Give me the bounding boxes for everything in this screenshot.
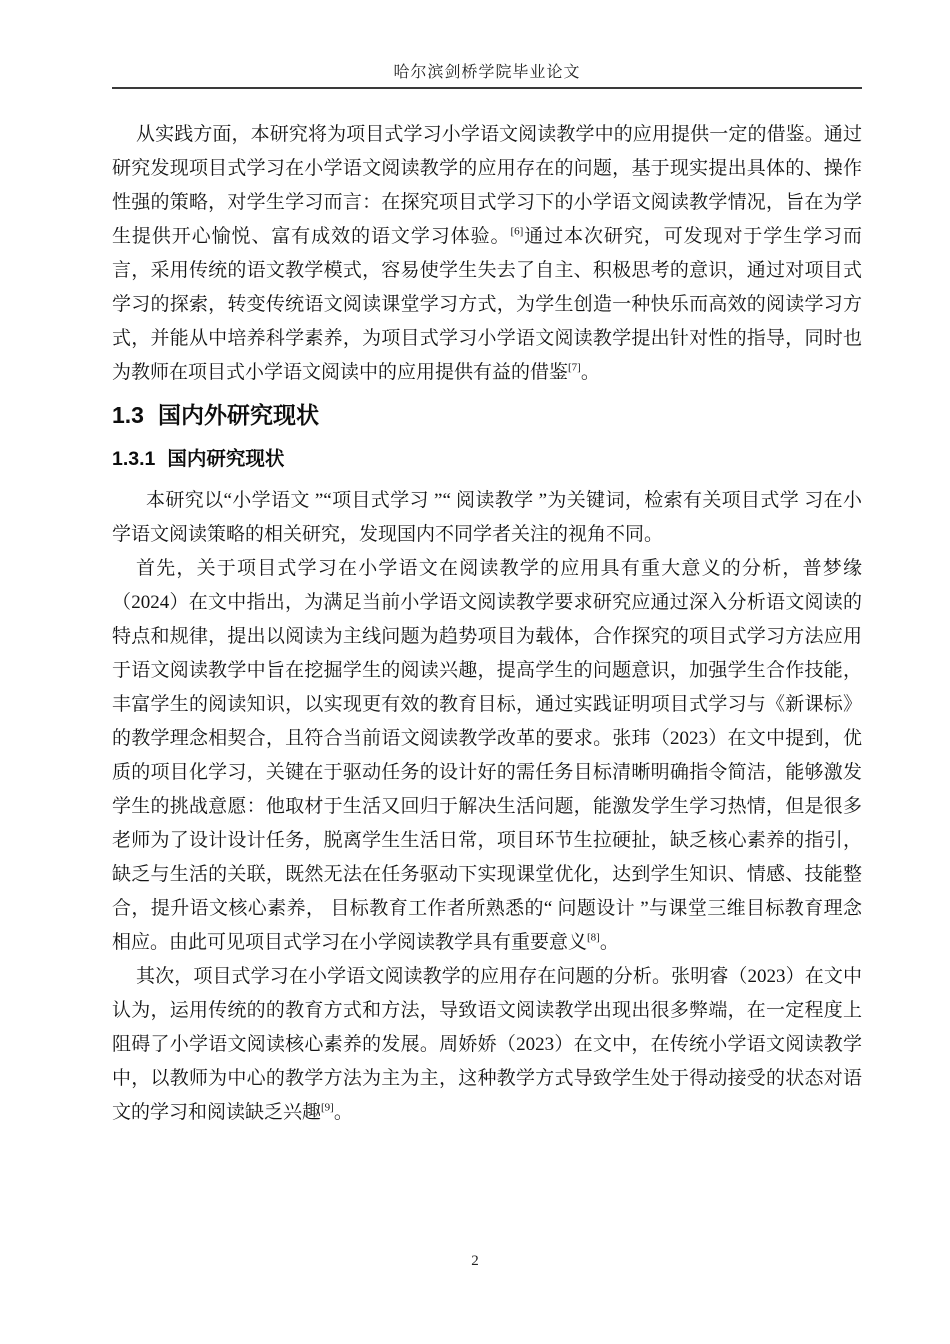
paragraph-domestic-research-second — [112, 960, 862, 1130]
paragraph-text: 。 — [599, 932, 619, 953]
section-heading-1-3-1 — [112, 446, 862, 472]
section-title: 国内研究现状 — [167, 448, 285, 470]
paragraph-text: 本研究以“小学语文 ”“项目式学习 ”“ 阅读教学 ”为关键词，检索有关项目式学 习在小学语文阅读策略的相关研究，发现国内不同学者关注的视角不同。 — [112, 490, 862, 545]
paragraph-text: 通过本次研究，可发现对于学生学习而言，采用传统的语文教学模式，容易使学生失去了自主、积极思考的意识，通过对项目式学习的探索，转变传统语文阅读课堂学习方式，为学生创造一种快乐而高效的阅读学习方式，并能从中培养科学素养，为项目式学习小学语文阅读教学提出针对性的指导，同时也为教师在项目式小学语文阅读中的应用提供有益的借鉴 — [112, 226, 862, 383]
header-title: 哈尔滨剑桥学院毕业论文 — [393, 64, 581, 81]
paragraph-text: 其次，项目式学习在小学语文阅读教学的应用存在问题的分析。张明睿（2023）在文中认为，运用传统的的教育方式和方法，导致语文阅读教学出现出很多弊端，在一定程度上阻碍了小学语文阅读核心素养的发展。周娇娇（2023）在文中，在传统小学语文阅读教学中，以教师为中心的教学方法为主为主，这种教学方式导致学生处于得动接受的状态对语文的学习和阅读缺乏兴趣 — [112, 966, 862, 1123]
citation-6: [6] — [510, 225, 524, 238]
document-body — [112, 118, 862, 1130]
citation-8: [8] — [587, 931, 600, 944]
page-header — [112, 64, 862, 89]
section-number: 1.3 — [112, 402, 144, 428]
paragraph-keywords-overview — [112, 484, 862, 552]
paragraph-text: 。 — [333, 1102, 353, 1123]
paragraph-text: 首先，关于项目式学习在小学语文在阅读教学的应用具有重大意义的分析，普梦缘（2024）在文中指出，为满足当前小学语文阅读教学要求研究应通过深入分析语文阅读的特点和规律，提出以阅读为主线问题为趋势项目为载体，合作探究的项目式学习方法应用于语文阅读教学中旨在挖掘学生的阅读兴趣，提高学生的问题意识，加强学生合作技能，丰富学生的阅读知识，以实现更有效的教育目标，通过实践证明项目式学习与《新课标》的教学理念相契合，且符合当前语文阅读教学改革的要求。张玮（2023）在文中提到，优质的项目化学习，关键在于驱动任务的设计好的需任务目标清晰明确指令简洁，能够激发学生的挑战意愿：他取材于生活又回归于解决生活问题，能激发学生学习热情，但是很多老师为了设计设计任务，脱离学生生活日常，项目环节生拉硬扯，缺乏核心素养的指引，缺乏与生活的关联，既然无法在任务驱动下实现课堂优化，达到学生知识、情感、技能整合，提升语文核心素养， 目标教育工作者所熟悉的“ 问题设计 ”与课堂三维目标教育理念 相应。由此可见项目式学习在小学阅读教学具有重要意义 — [112, 558, 862, 953]
section-heading-1-3 — [112, 400, 862, 430]
paragraph-domestic-research-first — [112, 552, 862, 960]
section-number: 1.3.1 — [112, 448, 156, 470]
page-number: 2 — [471, 1253, 479, 1269]
citation-9: [9] — [321, 1101, 334, 1114]
paragraph-text: 从实践方面，本研究将为项目式学习小学语文阅读教学中的应用提供一定的借鉴。通过研究发现项目式学习在小学语文阅读教学的应用存在的问题，基于现实提出具体的、操作性强的策略，对学生学习而言：在探究项目式学习下的小学语文阅读教学情况，旨在为学生提供开心愉悦、富有成效的语文学习体验。 — [112, 124, 862, 247]
paragraph-text: 。 — [580, 362, 600, 383]
citation-7: [7] — [568, 361, 581, 374]
section-title: 国内外研究现状 — [157, 402, 319, 428]
page-footer — [0, 1252, 950, 1270]
paragraph-practical-significance — [112, 118, 862, 390]
